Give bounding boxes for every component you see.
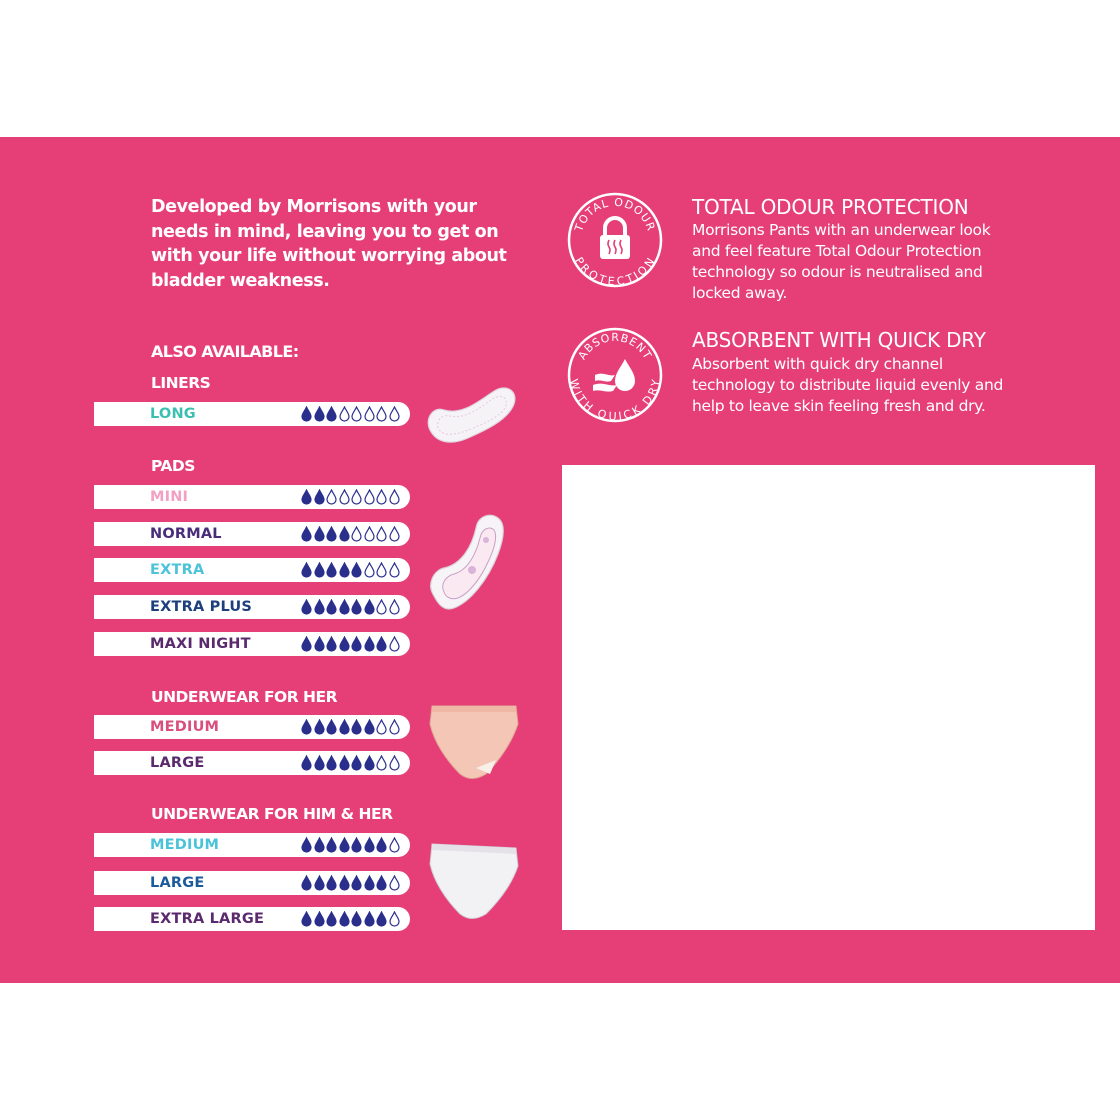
- drop-filled-icon: [314, 636, 325, 652]
- svg-text:ABSORBENT: [576, 331, 655, 362]
- drop-filled-icon: [314, 755, 325, 771]
- drop-empty-icon: [389, 526, 400, 542]
- drop-filled-icon: [376, 636, 387, 652]
- drop-filled-icon: [314, 562, 325, 578]
- drop-filled-icon: [339, 755, 350, 771]
- absorbency-drops: [301, 755, 400, 771]
- size-label: MEDIUM: [150, 837, 220, 853]
- drop-filled-icon: [301, 406, 312, 422]
- drop-filled-icon: [364, 636, 375, 652]
- drop-filled-icon: [326, 562, 337, 578]
- liner-product-image: [420, 384, 520, 446]
- drop-filled-icon: [351, 636, 362, 652]
- drop-filled-icon: [301, 599, 312, 615]
- section-title-pads: PADS: [151, 457, 195, 475]
- drop-filled-icon: [339, 562, 350, 578]
- size-label: MEDIUM: [150, 719, 220, 735]
- drop-filled-icon: [326, 837, 337, 853]
- absorbency-drops: [301, 406, 400, 422]
- drop-filled-icon: [314, 911, 325, 927]
- size-label: NORMAL: [150, 526, 222, 542]
- underwear-him-her-product-image: [426, 838, 522, 922]
- drop-filled-icon: [314, 719, 325, 735]
- size-row-him-her-large: [94, 871, 410, 895]
- drop-empty-icon: [389, 636, 400, 652]
- svg-text:PROTECTION: [572, 255, 658, 288]
- drop-filled-icon: [364, 755, 375, 771]
- drop-filled-icon: [351, 911, 362, 927]
- section-title-underwear-him-her: UNDERWEAR FOR HIM & HER: [151, 805, 393, 823]
- drop-empty-icon: [389, 562, 400, 578]
- drop-filled-icon: [351, 837, 362, 853]
- svg-text:WITH QUICK DRY: [567, 378, 663, 423]
- drop-filled-icon: [351, 562, 362, 578]
- drop-empty-icon: [376, 489, 387, 505]
- size-row-pads-extra: [94, 558, 410, 582]
- feature-title-quick-dry: ABSORBENT WITH QUICK DRY: [692, 328, 986, 352]
- size-row-pads-maxi-night: [94, 632, 410, 656]
- drop-filled-icon: [339, 719, 350, 735]
- drop-filled-icon: [301, 489, 312, 505]
- drop-filled-icon: [326, 526, 337, 542]
- absorbency-drops: [301, 599, 400, 615]
- size-label: LARGE: [150, 875, 205, 891]
- size-row-him-her-extra-large: [94, 907, 410, 931]
- drop-filled-icon: [314, 526, 325, 542]
- drop-filled-icon: [351, 719, 362, 735]
- drop-empty-icon: [389, 837, 400, 853]
- absorbency-drops: [301, 526, 400, 542]
- drop-empty-icon: [376, 562, 387, 578]
- drop-empty-icon: [376, 406, 387, 422]
- drop-filled-icon: [339, 526, 350, 542]
- size-label: LARGE: [150, 755, 205, 771]
- drop-filled-icon: [326, 875, 337, 891]
- quick-dry-icon: [593, 359, 635, 392]
- drop-filled-icon: [326, 911, 337, 927]
- svg-text:TOTAL ODOUR: [572, 196, 658, 234]
- also-available-heading: ALSO AVAILABLE:: [151, 342, 299, 361]
- drop-filled-icon: [339, 837, 350, 853]
- drop-filled-icon: [301, 562, 312, 578]
- drop-empty-icon: [339, 489, 350, 505]
- drop-filled-icon: [314, 406, 325, 422]
- drop-filled-icon: [376, 837, 387, 853]
- drop-empty-icon: [389, 599, 400, 615]
- drop-filled-icon: [314, 599, 325, 615]
- pad-product-image: [420, 510, 520, 615]
- size-row-her-large: [94, 751, 410, 775]
- drop-filled-icon: [364, 875, 375, 891]
- absorbency-drops: [301, 636, 400, 652]
- size-label: MAXI NIGHT: [150, 636, 251, 652]
- feature-text-quick-dry: Absorbent with quick dry channel technology to distribute liquid evenly and help to leave skin feeling fresh and dry.: [692, 355, 1004, 415]
- drop-empty-icon: [376, 526, 387, 542]
- absorbency-drops: [301, 875, 400, 891]
- size-label: EXTRA PLUS: [150, 599, 252, 615]
- size-label: MINI: [150, 489, 189, 505]
- padlock-icon: [600, 218, 630, 259]
- section-title-liners: LINERS: [151, 374, 211, 392]
- drop-filled-icon: [314, 837, 325, 853]
- underwear-her-product-image: [426, 702, 522, 782]
- badge-top-text: TOTAL ODOUR: [572, 195, 658, 234]
- drop-filled-icon: [301, 837, 312, 853]
- drop-empty-icon: [389, 911, 400, 927]
- size-row-her-medium: [94, 715, 410, 739]
- drop-filled-icon: [364, 911, 375, 927]
- drop-filled-icon: [339, 599, 350, 615]
- drop-filled-icon: [376, 875, 387, 891]
- drop-filled-icon: [339, 911, 350, 927]
- absorbency-drops: [301, 562, 400, 578]
- drop-empty-icon: [389, 755, 400, 771]
- drop-filled-icon: [314, 489, 325, 505]
- drop-filled-icon: [301, 755, 312, 771]
- drop-empty-icon: [351, 526, 362, 542]
- badge-bottom-text: WITH QUICK DRY: [566, 377, 663, 424]
- drop-filled-icon: [351, 599, 362, 615]
- drop-empty-icon: [364, 489, 375, 505]
- drop-empty-icon: [326, 489, 337, 505]
- drop-empty-icon: [389, 719, 400, 735]
- drop-empty-icon: [351, 406, 362, 422]
- drop-empty-icon: [364, 406, 375, 422]
- intro-text: Developed by Morrisons with your needs in mind, leaving you to get on with your life without worrying about bladder weakness.: [151, 197, 507, 291]
- drop-filled-icon: [376, 911, 387, 927]
- drop-filled-icon: [351, 875, 362, 891]
- drop-empty-icon: [389, 406, 400, 422]
- drop-filled-icon: [301, 875, 312, 891]
- drop-empty-icon: [364, 562, 375, 578]
- size-row-liners-long: [94, 402, 410, 426]
- feature-text-odour: Morrisons Pants with an underwear look and feel feature Total Odour Protection technology so odour is neutralised and locked away.: [692, 221, 991, 302]
- feature-title-odour: TOTAL ODOUR PROTECTION: [692, 195, 969, 219]
- badge-top-text: ABSORBENT: [575, 330, 655, 362]
- drop-filled-icon: [301, 636, 312, 652]
- absorbency-drops: [301, 719, 400, 735]
- absorbent-quick-dry-badge: [565, 325, 665, 425]
- size-row-pads-normal: [94, 522, 410, 546]
- drop-empty-icon: [364, 526, 375, 542]
- absorbency-drops: [301, 911, 400, 927]
- drop-filled-icon: [351, 755, 362, 771]
- size-label: LONG: [150, 406, 196, 422]
- drop-filled-icon: [364, 837, 375, 853]
- drop-filled-icon: [301, 911, 312, 927]
- drop-filled-icon: [301, 719, 312, 735]
- drop-filled-icon: [326, 406, 337, 422]
- absorbency-drops: [301, 489, 400, 505]
- size-row-pads-extra-plus: [94, 595, 410, 619]
- drop-filled-icon: [364, 719, 375, 735]
- drop-empty-icon: [339, 406, 350, 422]
- drop-filled-icon: [339, 875, 350, 891]
- drop-filled-icon: [326, 719, 337, 735]
- blank-white-panel: [562, 465, 1095, 930]
- drop-empty-icon: [351, 489, 362, 505]
- drop-filled-icon: [301, 526, 312, 542]
- section-title-underwear-her: UNDERWEAR FOR HER: [151, 688, 338, 706]
- size-row-pads-mini: [94, 485, 410, 509]
- drop-filled-icon: [326, 755, 337, 771]
- drop-empty-icon: [376, 719, 387, 735]
- absorbency-drops: [301, 837, 400, 853]
- size-label: EXTRA: [150, 562, 205, 578]
- drop-empty-icon: [376, 755, 387, 771]
- drop-empty-icon: [376, 599, 387, 615]
- drop-filled-icon: [314, 875, 325, 891]
- size-label: EXTRA LARGE: [150, 911, 265, 927]
- drop-empty-icon: [389, 489, 400, 505]
- size-row-him-her-medium: [94, 833, 410, 857]
- drop-empty-icon: [389, 875, 400, 891]
- drop-filled-icon: [339, 636, 350, 652]
- total-odour-protection-badge: [565, 190, 665, 290]
- drop-filled-icon: [326, 599, 337, 615]
- badge-bottom-text: PROTECTION: [572, 254, 658, 289]
- drop-filled-icon: [364, 599, 375, 615]
- drop-filled-icon: [326, 636, 337, 652]
